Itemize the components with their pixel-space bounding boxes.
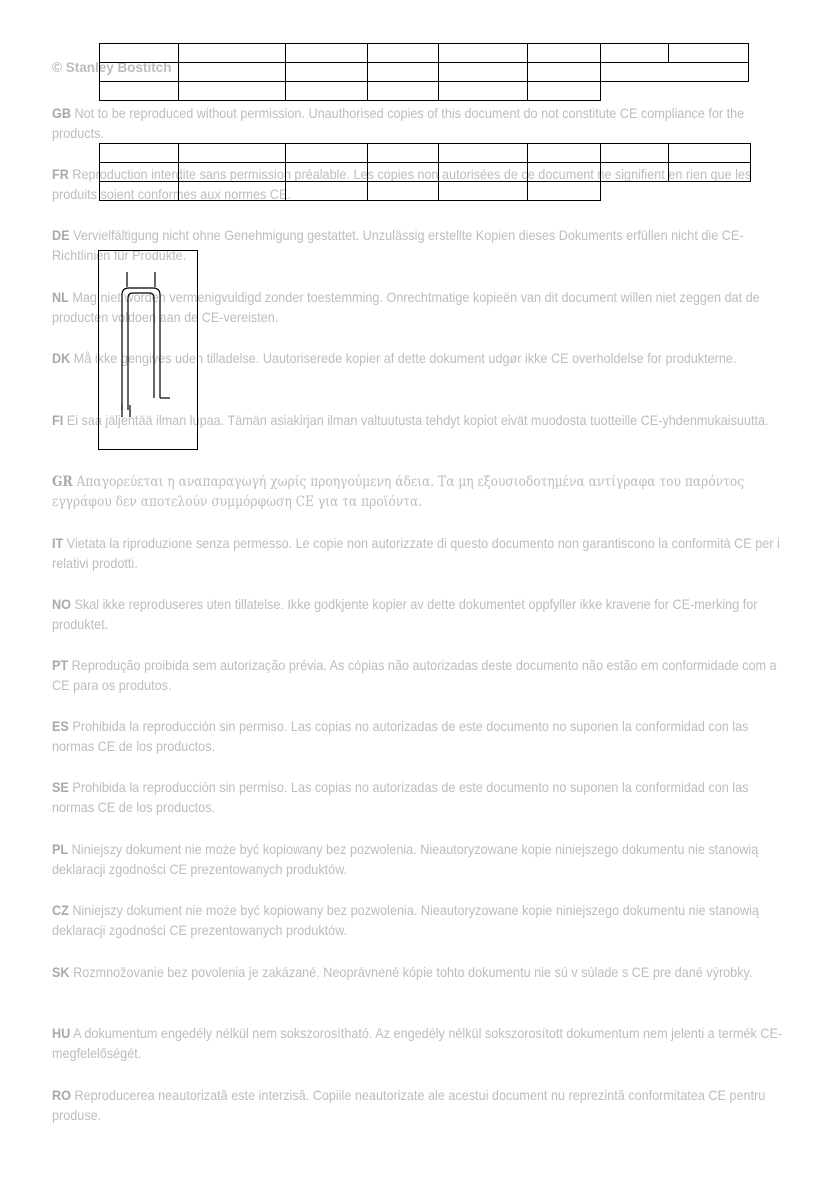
table-row: [100, 44, 749, 63]
copyright-text: © Stanley Bostitch: [52, 60, 172, 75]
notice-text: Απαγορεύεται η αναπαραγωγή χωρίς προηγούμενη άδεια. Τα μη εξουσιοδοτημένα αντίγραφα του παρόντος εγγράφου δεν αποτελούν συμμόρφωση CE για τα προϊόντα.: [52, 474, 745, 510]
lang-code: SE: [52, 780, 69, 795]
lang-code: NL: [52, 290, 69, 305]
lang-code: GR: [52, 474, 73, 490]
lang-code: CZ: [52, 903, 69, 918]
notice-text: Mag niet worden vermenigvuldigd zonder toestemming. Onrechtmatige kopieën van dit document willen niet zeggen dat de producten voldoen aan de CE-vereisten.: [52, 290, 760, 325]
lang-code: FI: [52, 413, 64, 428]
notice-text: Prohibida la reproducción sin permiso. Las copias no autorizadas de este documento no suponen la conformidad con las normas CE de los productos.: [52, 719, 749, 754]
lang-code: HU: [52, 1026, 71, 1041]
lang-code: DE: [52, 228, 70, 243]
notice-se: [52, 778, 791, 818]
notice-text: Reproduction interdite sans permission préalable. Les copies non autorisées de ce document ne signifient en rien que les produits soient conformes aux normes CE.: [52, 167, 752, 202]
top-grid-table: [99, 43, 749, 101]
notice-text: Niniejszy dokument nie może być kopiowany bez pozwolenia. Nieautoryzowane kopie niniejszego dokumentu nie stanowią deklaracji zgodności CE prezentowanych produktów.: [52, 842, 759, 877]
notice-text: Vervielfältigung nicht ohne Genehmigung gestattet. Unzulässig erstellte Kopien dieses Dokuments erfüllen nicht die CE-Richtlinien für Produkte.: [52, 228, 744, 263]
table-row: [100, 63, 749, 82]
notice-gb: [52, 104, 791, 144]
notice-sk: [52, 963, 791, 983]
lang-code: DK: [52, 351, 71, 366]
table-row: [100, 182, 751, 201]
middle-grid-table: [99, 143, 751, 201]
notice-text: Not to be reproduced without permission. Unauthorised copies of this document do not constitute CE compliance for the products.: [52, 106, 745, 141]
notice-ro: [52, 1086, 791, 1126]
notice-text: Niniejszy dokument nie może być kopiowany bez pozwolenia. Nieautoryzowane kopie niniejszego dokumentu nie stanowią deklaracji zgodności CE prezentowanych produktów.: [52, 903, 759, 938]
lang-code: ES: [52, 719, 69, 734]
lang-code: NO: [52, 597, 71, 612]
notice-text: Reproducerea neautorizată este interzisă. Copiile neautorizate ale acestui document nu reprezintă conformitatea CE pentru produse.: [52, 1088, 766, 1123]
notice-text: Rozmnožovanie bez povolenia je zakázané. Neoprávnené kópie tohto dokumentu nie sú v súlade s CE pre dané výrobky.: [73, 965, 753, 980]
lang-code: IT: [52, 536, 64, 551]
lang-code: RO: [52, 1088, 71, 1103]
notice-text: A dokumentum engedély nélkül nem sokszorosítható. Az engedély nélkül sokszorosított dokumentum nem jelenti a termék CE-megfelelőségét.: [52, 1026, 783, 1061]
table-row: [100, 82, 749, 101]
lang-code: GB: [52, 106, 71, 121]
notice-cz: [52, 901, 791, 941]
notice-no: [52, 595, 791, 635]
notice-text: Skal ikke reproduseres uten tillatelse. Ikke godkjente kopier av dette dokumentet oppfyller ikke kravene for CE-merking for produktet.: [52, 597, 758, 632]
notice-hu: [52, 1024, 791, 1064]
staple-icon: [98, 250, 198, 450]
notice-es: [52, 717, 791, 757]
notice-text: Ei saa jäljentää ilman lupaa. Tämän asiakirjan ilman valtuutusta tehdyt kopiot eivät muodosta tuotteille CE-yhdenmukaisuutta.: [66, 413, 769, 428]
lang-code: PL: [52, 842, 69, 857]
notice-pl: [52, 840, 791, 880]
notice-it: [52, 534, 791, 574]
notice-gr: [52, 472, 768, 512]
notice-text: Vietata la riproduzione senza permesso. Le copie non autorizzate di questo documento non garantiscono la conformità CE per i relativi prodotti.: [52, 536, 780, 571]
lang-code: PT: [52, 658, 69, 673]
lang-code: SK: [52, 965, 70, 980]
notice-text: Prohibida la reproducción sin permiso. Las copias no autorizadas de este documento no suponen la conformidad con las normas CE de los productos.: [52, 780, 749, 815]
table-row: [100, 144, 751, 163]
notice-text: Reprodução proibida sem autorização prévia. As cópias não autorizadas deste documento não estão em conformidade com a CE para os produtos.: [52, 658, 777, 693]
notice-text: Må ikke gengives uden tilladelse. Uautoriserede kopier af dette dokument udgør ikke CE overholdelse for produkterne.: [73, 351, 737, 366]
table-row: [100, 163, 751, 182]
notice-pt: [52, 656, 791, 696]
lang-code: FR: [52, 167, 69, 182]
